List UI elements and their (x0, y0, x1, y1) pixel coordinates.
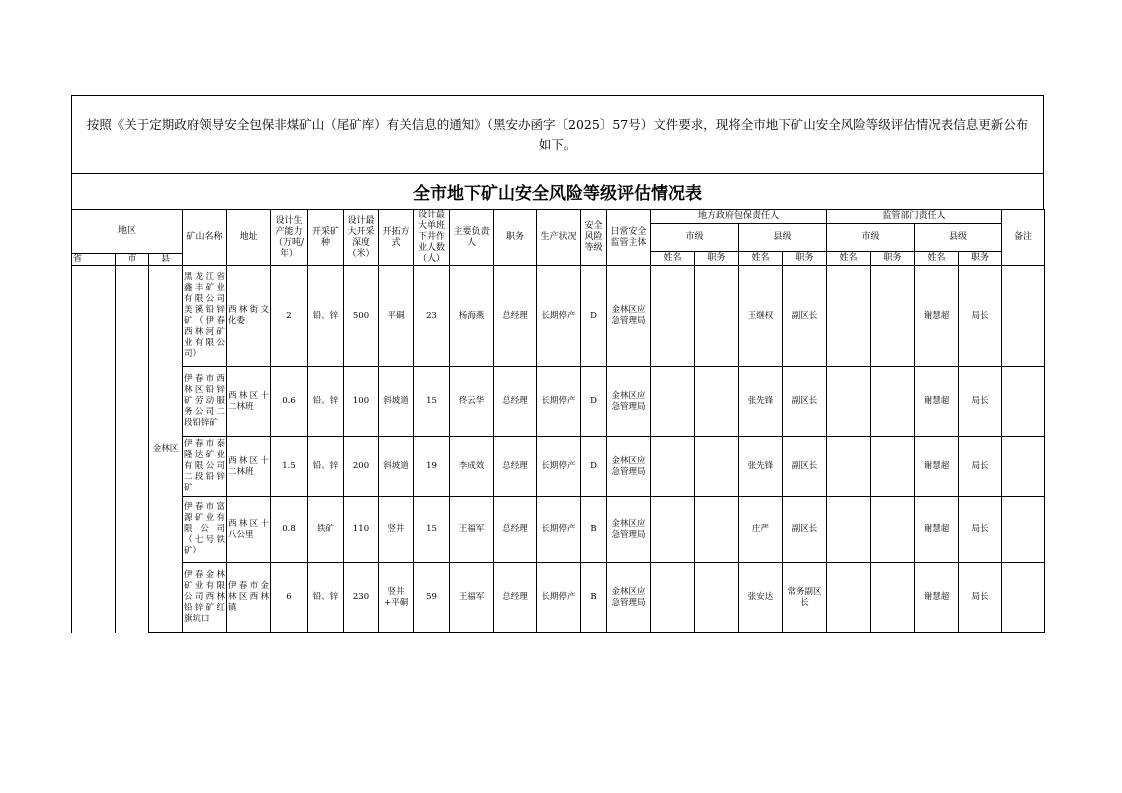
workers-cell: 59 (414, 563, 450, 633)
risk-assessment-table (71, 209, 1045, 633)
method-cell: 斜坡道 (379, 367, 414, 437)
table-row (72, 497, 1045, 563)
table-title: 全市地下矿山安全风险等级评估情况表 (413, 184, 702, 204)
position-cell: 总经理 (494, 437, 537, 497)
dept-county-level-header: 县级 (915, 224, 1002, 252)
address-cell: 西林区十八公里 (227, 497, 271, 563)
remarks-cell (1002, 497, 1045, 563)
gov-county-name-cell: 张安达 (739, 563, 783, 633)
mineral-cell: 铅、锌 (308, 437, 344, 497)
gov-city-duty-header: 职务 (695, 252, 739, 266)
method-header: 开拓方式 (379, 210, 414, 266)
gov-city-duty-cell (695, 266, 739, 367)
table-row (72, 367, 1045, 437)
dept-city-duty-cell (871, 497, 915, 563)
dept-city-name-cell (827, 563, 871, 633)
dept-city-duty-cell (871, 437, 915, 497)
dept-city-name-header: 姓名 (827, 252, 871, 266)
mine-name-header: 矿山名称 (183, 210, 227, 266)
dept-county-duty-cell: 局长 (959, 437, 1002, 497)
county-header: 县 (149, 254, 183, 266)
gov-county-level-header: 县级 (739, 224, 827, 252)
mineral-cell: 铅、锌 (308, 266, 344, 367)
province-header: 省 (72, 254, 116, 266)
gov-city-name-cell (651, 266, 695, 367)
status-cell: 长期停产 (537, 497, 581, 563)
capacity-cell: 0.6 (271, 367, 308, 437)
remarks-cell (1002, 266, 1045, 367)
city-header: 市 (116, 254, 149, 266)
dept-city-name-cell (827, 367, 871, 437)
dept-county-name-cell: 谢慧超 (915, 497, 959, 563)
remarks-cell (1002, 367, 1045, 437)
dept-city-duty-cell (871, 367, 915, 437)
depth-cell: 500 (344, 266, 379, 367)
position-cell: 总经理 (494, 367, 537, 437)
dept-county-duty-cell: 局长 (959, 266, 1002, 367)
intro-text: 按照《关于定期政府领导安全包保非煤矿山（尾矿库）有关信息的通知》（黑安办函字〔2025〕57号）文件要求，现将全市地下矿山安全风险等级评估情况表信息更新公布如下。 (86, 116, 1029, 152)
depth-cell: 100 (344, 367, 379, 437)
supervisor-cell: 金林区应急管理局 (607, 266, 651, 367)
capacity-cell: 2 (271, 266, 308, 367)
gov-county-duty-header: 职务 (783, 252, 827, 266)
dept-county-name-cell: 谢慧超 (915, 266, 959, 367)
supervisor-cell: 金林区应急管理局 (607, 497, 651, 563)
table-row (72, 437, 1045, 497)
position-cell: 总经理 (494, 266, 537, 367)
dept-county-duty-cell: 局长 (959, 563, 1002, 633)
address-header: 地址 (227, 210, 271, 266)
remarks-cell (1002, 563, 1045, 633)
gov-county-duty-cell: 副区长 (783, 367, 827, 437)
gov-county-duty-cell: 副区长 (783, 437, 827, 497)
risk-cell: B (581, 497, 607, 563)
depth-cell: 200 (344, 437, 379, 497)
gov-county-duty-cell: 副区长 (783, 266, 827, 367)
assessment-sheet (71, 95, 1044, 633)
gov-group-header: 地方政府包保责任人 (651, 210, 827, 224)
gov-city-level-header: 市级 (651, 224, 739, 252)
workers-header: 设计最大单班下井作业人数（人） (414, 210, 450, 266)
leader-cell: 王福军 (450, 563, 494, 633)
gov-county-duty-cell: 常务副区长 (783, 563, 827, 633)
intro-notice (71, 95, 1044, 173)
mine-name-cell: 伊春市富源矿业有限公司（七号铁矿） (183, 497, 227, 563)
gov-county-name-header: 姓名 (739, 252, 783, 266)
address-cell: 西林区十二林班 (227, 437, 271, 497)
position-cell: 总经理 (494, 563, 537, 633)
dept-county-duty-cell: 局长 (959, 497, 1002, 563)
remarks-cell (1002, 437, 1045, 497)
gov-county-name-cell: 张先锋 (739, 437, 783, 497)
gov-county-name-cell: 张先锋 (739, 367, 783, 437)
position-cell: 总经理 (494, 497, 537, 563)
risk-cell: D (581, 367, 607, 437)
status-header: 生产状况 (537, 210, 581, 266)
dept-city-name-cell (827, 437, 871, 497)
city-cell (116, 266, 149, 633)
gov-city-name-header: 姓名 (651, 252, 695, 266)
mine-name-cell: 黑龙江省鑫丰矿业有限公司美溪铅锌矿（伊春西林河矿业有限公司） (183, 266, 227, 367)
gov-city-duty-cell (695, 497, 739, 563)
address-cell: 西林区十二林班 (227, 367, 271, 437)
mine-name-cell: 伊春市西林区铅锌矿劳动服务公司二段铅锌矿 (183, 367, 227, 437)
gov-city-name-cell (651, 497, 695, 563)
leader-cell: 杨海燕 (450, 266, 494, 367)
supervisor-header: 日常安全监管主体 (607, 210, 651, 266)
risk-cell: D (581, 437, 607, 497)
address-cell: 西林街文化委 (227, 266, 271, 367)
gov-city-name-cell (651, 563, 695, 633)
address-cell: 伊春市金林区西林镇 (227, 563, 271, 633)
county-cell: 金林区 (149, 266, 183, 633)
dept-county-duty-cell: 局长 (959, 367, 1002, 437)
mineral-header: 开采矿种 (308, 210, 344, 266)
mineral-cell: 铅、锌 (308, 563, 344, 633)
method-cell: 平硐 (379, 266, 414, 367)
region-header: 地区 (72, 210, 183, 254)
dept-city-level-header: 市级 (827, 224, 915, 252)
mine-name-cell: 伊春金林矿业有限公司西林铅锌矿红旗坑口 (183, 563, 227, 633)
status-cell: 长期停产 (537, 266, 581, 367)
supervisor-cell: 金林区应急管理局 (607, 563, 651, 633)
dept-county-name-cell: 谢慧超 (915, 367, 959, 437)
status-cell: 长期停产 (537, 563, 581, 633)
gov-city-name-cell (651, 367, 695, 437)
dept-group-header: 监管部门责任人 (827, 210, 1002, 224)
capacity-cell: 6 (271, 563, 308, 633)
dept-city-name-cell (827, 497, 871, 563)
supervisor-cell: 金林区应急管理局 (607, 367, 651, 437)
remarks-header: 备注 (1002, 210, 1045, 266)
dept-city-duty-header: 职务 (871, 252, 915, 266)
risk-cell: B (581, 563, 607, 633)
gov-city-duty-cell (695, 367, 739, 437)
risk-cell: D (581, 266, 607, 367)
gov-county-duty-cell: 副区长 (783, 497, 827, 563)
capacity-header: 设计生产能力（万吨/年） (271, 210, 308, 266)
depth-cell: 110 (344, 497, 379, 563)
leader-header: 主要负责人 (450, 210, 494, 266)
method-cell: 竖井+平硐 (379, 563, 414, 633)
gov-county-name-cell: 庄严 (739, 497, 783, 563)
status-cell: 长期停产 (537, 437, 581, 497)
table-row (72, 266, 1045, 367)
risk-header: 安全风险等级 (581, 210, 607, 266)
workers-cell: 19 (414, 437, 450, 497)
province-cell (72, 266, 116, 633)
dept-county-name-cell: 谢慧超 (915, 563, 959, 633)
workers-cell: 23 (414, 266, 450, 367)
table-row (72, 563, 1045, 633)
gov-city-name-cell (651, 437, 695, 497)
position-header: 职务 (494, 210, 537, 266)
dept-county-duty-header: 职务 (959, 252, 1002, 266)
supervisor-cell: 金林区应急管理局 (607, 437, 651, 497)
method-cell: 斜坡道 (379, 437, 414, 497)
capacity-cell: 1.5 (271, 437, 308, 497)
mineral-cell: 铁矿 (308, 497, 344, 563)
mineral-cell: 铅、锌 (308, 367, 344, 437)
gov-county-name-cell: 王继权 (739, 266, 783, 367)
leader-cell: 佟云华 (450, 367, 494, 437)
method-cell: 竖井 (379, 497, 414, 563)
dept-city-name-cell (827, 266, 871, 367)
capacity-cell: 0.8 (271, 497, 308, 563)
dept-city-duty-cell (871, 266, 915, 367)
gov-city-duty-cell (695, 563, 739, 633)
header-row-1 (72, 210, 1045, 224)
workers-cell: 15 (414, 367, 450, 437)
workers-cell: 15 (414, 497, 450, 563)
status-cell: 长期停产 (537, 367, 581, 437)
dept-county-name-header: 姓名 (915, 252, 959, 266)
table-title-row (71, 173, 1044, 209)
leader-cell: 王福军 (450, 497, 494, 563)
dept-city-duty-cell (871, 563, 915, 633)
leader-cell: 李成效 (450, 437, 494, 497)
dept-county-name-cell: 谢慧超 (915, 437, 959, 497)
depth-cell: 230 (344, 563, 379, 633)
gov-city-duty-cell (695, 437, 739, 497)
mine-name-cell: 伊春市泰隆达矿业有限公司二段铅锌矿 (183, 437, 227, 497)
depth-header: 设计最大开采深度（米） (344, 210, 379, 266)
